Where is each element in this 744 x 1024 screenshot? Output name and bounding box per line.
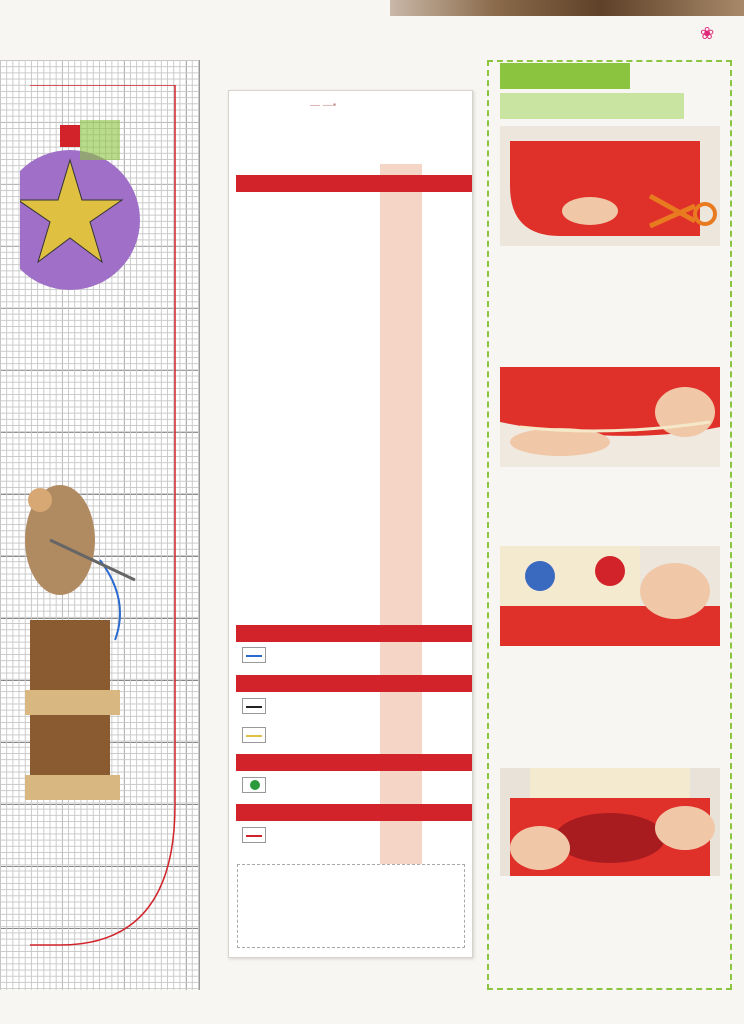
backstitch-two-row	[238, 645, 470, 665]
flower-icon: ❀	[700, 24, 715, 43]
backstitch-one-header	[236, 675, 472, 692]
step-2-photo	[500, 367, 720, 467]
backstitch-light-row	[238, 725, 470, 745]
step-subtitle	[500, 93, 684, 119]
cross-stitch-header	[236, 175, 472, 192]
backstitch-two-header	[236, 625, 472, 642]
pin-icon: — —•	[310, 100, 337, 111]
mouse-on-spool-motif	[20, 480, 140, 810]
french-knots-header	[236, 754, 472, 771]
hair-photo-strip	[390, 0, 744, 16]
backstitch-one-row	[238, 696, 470, 716]
step-3-photo	[500, 546, 720, 646]
step-1-photo	[500, 126, 720, 246]
embroidery-info-box	[237, 864, 465, 948]
ornament-motif	[20, 120, 140, 340]
step-tab	[500, 63, 630, 89]
french-knots-row	[238, 775, 470, 795]
guide-header	[236, 804, 472, 821]
step-4-photo	[500, 768, 720, 876]
guide-row	[238, 825, 470, 845]
